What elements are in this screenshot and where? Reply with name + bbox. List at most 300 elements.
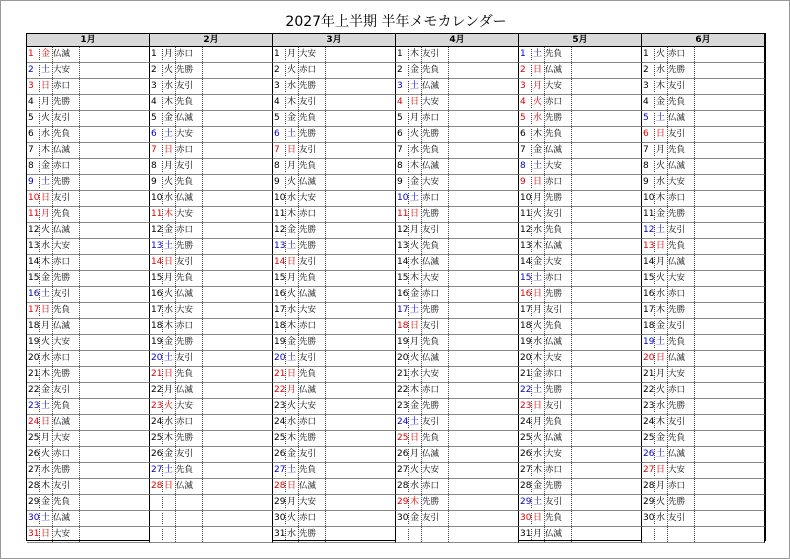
rokuyo: 大安 [545, 257, 563, 267]
day-row[interactable] [150, 383, 273, 399]
cell-divider [202, 63, 203, 78]
weekday: 土 [655, 113, 665, 123]
rokuyo: 大安 [422, 273, 440, 283]
day-row[interactable] [396, 303, 519, 319]
cell-divider [52, 527, 53, 542]
day-row[interactable] [27, 223, 150, 239]
cell-divider [694, 159, 695, 174]
day-row[interactable] [27, 335, 150, 351]
day-row[interactable] [642, 431, 765, 447]
rokuyo: 仏滅 [299, 289, 317, 299]
day-row[interactable] [150, 335, 273, 351]
cell-divider [571, 399, 572, 414]
day-number: 26 [397, 449, 409, 459]
day-row[interactable] [396, 159, 519, 175]
day-row[interactable] [150, 143, 273, 159]
day-row[interactable] [273, 255, 396, 271]
day-row[interactable] [642, 463, 765, 479]
day-row[interactable] [150, 415, 273, 431]
day-row[interactable] [273, 47, 396, 63]
day-row[interactable] [273, 319, 396, 335]
day-row[interactable] [519, 175, 642, 191]
weekday: 水 [409, 481, 419, 491]
day-row[interactable] [273, 63, 396, 79]
weekday: 水 [163, 81, 173, 91]
cell-divider [162, 129, 163, 140]
day-row[interactable] [519, 527, 642, 543]
cell-divider [448, 463, 449, 478]
cell-divider [202, 191, 203, 206]
day-row[interactable] [396, 79, 519, 95]
day-row[interactable] [150, 399, 273, 415]
cell-divider [421, 287, 422, 302]
day-row[interactable] [396, 127, 519, 143]
day-row[interactable] [27, 479, 150, 495]
day-row[interactable] [396, 383, 519, 399]
weekday: 金 [655, 209, 665, 219]
day-row[interactable] [27, 175, 150, 191]
day-row[interactable] [396, 415, 519, 431]
cell-divider [285, 145, 286, 156]
day-row[interactable] [642, 383, 765, 399]
day-row[interactable] [396, 479, 519, 495]
cell-divider [531, 433, 532, 444]
day-row[interactable] [642, 271, 765, 287]
cell-divider [408, 273, 409, 284]
day-row[interactable] [519, 143, 642, 159]
day-row[interactable] [396, 143, 519, 159]
day-row[interactable] [396, 447, 519, 463]
day-row[interactable] [27, 95, 150, 111]
day-row[interactable] [150, 223, 273, 239]
day-row[interactable] [273, 127, 396, 143]
rokuyo: 先勝 [668, 65, 686, 75]
day-row[interactable] [150, 479, 273, 495]
day-row[interactable] [27, 303, 150, 319]
day-row[interactable] [27, 111, 150, 127]
rokuyo: 赤口 [668, 193, 686, 203]
day-row[interactable] [273, 463, 396, 479]
day-row[interactable] [396, 351, 519, 367]
cell-divider [571, 495, 572, 510]
day-row[interactable] [150, 367, 273, 383]
day-number: 27 [151, 465, 163, 475]
day-row[interactable] [519, 319, 642, 335]
day-row[interactable] [642, 207, 765, 223]
day-row[interactable] [27, 63, 150, 79]
day-row[interactable] [27, 367, 150, 383]
day-row[interactable] [27, 399, 150, 415]
day-row[interactable] [519, 303, 642, 319]
day-row[interactable] [519, 255, 642, 271]
cell-divider [79, 303, 80, 318]
cell-divider [162, 225, 163, 236]
day-row[interactable] [150, 431, 273, 447]
day-row[interactable] [150, 63, 273, 79]
weekday: 日 [532, 401, 542, 411]
day-row[interactable] [150, 239, 273, 255]
weekday: 月 [40, 97, 50, 107]
day-row[interactable] [396, 175, 519, 191]
day-number: 22 [151, 385, 163, 395]
rokuyo: 先負 [422, 337, 440, 347]
day-row[interactable] [396, 367, 519, 383]
day-row[interactable] [642, 495, 765, 511]
cell-divider [448, 495, 449, 510]
day-row[interactable] [27, 495, 150, 511]
day-row[interactable] [27, 511, 150, 527]
day-row[interactable] [642, 335, 765, 351]
day-row[interactable] [27, 191, 150, 207]
day-row[interactable] [27, 127, 150, 143]
cell-divider [175, 319, 176, 334]
cell-divider [79, 527, 80, 542]
day-row[interactable] [396, 95, 519, 111]
day-row[interactable] [273, 351, 396, 367]
day-row[interactable] [519, 159, 642, 175]
day-number: 19 [28, 337, 40, 347]
rokuyo: 先勝 [422, 305, 440, 315]
day-row[interactable] [273, 79, 396, 95]
cell-divider [448, 479, 449, 494]
day-row[interactable] [396, 495, 519, 511]
day-row[interactable] [396, 239, 519, 255]
day-row[interactable] [396, 207, 519, 223]
day-row[interactable] [273, 479, 396, 495]
day-row[interactable] [273, 431, 396, 447]
weekday: 火 [655, 273, 665, 283]
day-number: 25 [151, 433, 163, 443]
day-row[interactable] [642, 63, 765, 79]
day-number: 26 [151, 449, 163, 459]
cell-divider [408, 177, 409, 188]
day-row[interactable] [27, 287, 150, 303]
day-number: 7 [274, 145, 280, 155]
day-row[interactable] [642, 159, 765, 175]
day-row[interactable] [273, 239, 396, 255]
day-row[interactable] [519, 399, 642, 415]
cell-divider [52, 271, 53, 286]
rokuyo: 仏滅 [299, 177, 317, 187]
cell-divider [202, 399, 203, 414]
weekday: 金 [163, 337, 173, 347]
day-row[interactable] [150, 95, 273, 111]
day-number: 14 [151, 257, 163, 267]
day-row[interactable] [273, 143, 396, 159]
day-row[interactable] [150, 255, 273, 271]
day-row[interactable] [150, 79, 273, 95]
day-row[interactable] [273, 399, 396, 415]
day-row[interactable] [273, 335, 396, 351]
day-row[interactable] [150, 159, 273, 175]
day-row[interactable] [642, 415, 765, 431]
day-row[interactable] [27, 383, 150, 399]
day-row[interactable] [273, 207, 396, 223]
cell-divider [162, 65, 163, 76]
day-row[interactable] [27, 159, 150, 175]
day-row[interactable] [519, 63, 642, 79]
day-row[interactable] [642, 399, 765, 415]
day-row[interactable] [642, 367, 765, 383]
day-row[interactable] [273, 383, 396, 399]
cell-divider [531, 49, 532, 60]
day-row[interactable] [396, 255, 519, 271]
day-row[interactable] [150, 351, 273, 367]
day-row[interactable] [642, 191, 765, 207]
day-row[interactable] [519, 367, 642, 383]
day-row[interactable] [519, 431, 642, 447]
day-row[interactable] [396, 335, 519, 351]
rokuyo: 仏滅 [53, 225, 71, 235]
rokuyo: 先負 [176, 273, 194, 283]
day-row[interactable] [642, 127, 765, 143]
cell-divider [531, 81, 532, 92]
weekday: 月 [655, 145, 665, 155]
cell-divider [544, 47, 545, 62]
cell-divider [39, 321, 40, 332]
cell-divider [298, 175, 299, 190]
day-row[interactable] [519, 463, 642, 479]
cell-divider [667, 111, 668, 126]
day-row[interactable] [27, 431, 150, 447]
day-row[interactable] [642, 303, 765, 319]
rokuyo: 仏滅 [545, 529, 563, 539]
day-row[interactable] [273, 175, 396, 191]
cell-divider [175, 239, 176, 254]
cell-divider [571, 479, 572, 494]
day-row[interactable] [519, 223, 642, 239]
day-row[interactable] [27, 207, 150, 223]
day-number: 3 [643, 81, 649, 91]
day-row[interactable] [519, 351, 642, 367]
cell-divider [52, 367, 53, 382]
day-row[interactable] [642, 287, 765, 303]
day-row[interactable] [273, 95, 396, 111]
day-row[interactable] [150, 303, 273, 319]
cell-divider [298, 239, 299, 254]
day-row[interactable] [396, 111, 519, 127]
rokuyo: 先負 [545, 225, 563, 235]
day-row[interactable] [273, 111, 396, 127]
day-row[interactable] [642, 447, 765, 463]
day-number: 5 [151, 113, 157, 123]
cell-divider [531, 337, 532, 348]
cell-divider [531, 209, 532, 220]
rokuyo: 赤口 [53, 81, 71, 91]
cell-divider [694, 111, 695, 126]
day-row[interactable] [519, 79, 642, 95]
cell-divider [408, 81, 409, 92]
rokuyo: 赤口 [545, 273, 563, 283]
cell-divider [667, 63, 668, 78]
day-row[interactable] [519, 479, 642, 495]
weekday: 土 [532, 385, 542, 395]
cell-divider [202, 351, 203, 366]
day-row[interactable] [27, 47, 150, 63]
day-number: 4 [643, 97, 649, 107]
day-row[interactable] [519, 287, 642, 303]
day-row[interactable] [519, 111, 642, 127]
cell-divider [325, 303, 326, 318]
rokuyo: 仏滅 [176, 113, 194, 123]
day-row[interactable] [27, 143, 150, 159]
day-row[interactable] [150, 191, 273, 207]
day-row[interactable] [519, 383, 642, 399]
day-number: 18 [397, 321, 409, 331]
rokuyo: 友引 [668, 81, 686, 91]
day-row[interactable] [27, 447, 150, 463]
day-row[interactable] [150, 447, 273, 463]
day-row[interactable] [150, 319, 273, 335]
day-row[interactable] [150, 207, 273, 223]
weekday: 火 [286, 289, 296, 299]
rokuyo: 赤口 [53, 257, 71, 267]
day-row[interactable] [27, 415, 150, 431]
day-row[interactable] [519, 495, 642, 511]
day-row[interactable] [396, 63, 519, 79]
cell-divider [162, 497, 163, 508]
cell-divider [52, 463, 53, 478]
day-row[interactable] [642, 175, 765, 191]
cell-divider [202, 431, 203, 446]
day-row[interactable] [396, 511, 519, 527]
day-row[interactable] [519, 271, 642, 287]
day-row[interactable] [519, 47, 642, 63]
day-row[interactable] [519, 447, 642, 463]
day-row[interactable] [273, 415, 396, 431]
weekday: 日 [409, 321, 419, 331]
day-number: 6 [520, 129, 526, 139]
day-row[interactable] [27, 271, 150, 287]
day-row[interactable] [27, 527, 150, 543]
day-row[interactable] [642, 95, 765, 111]
day-row[interactable] [150, 287, 273, 303]
day-row[interactable] [150, 127, 273, 143]
day-row[interactable] [273, 223, 396, 239]
weekday: 金 [286, 225, 296, 235]
day-row[interactable] [642, 319, 765, 335]
day-number: 12 [397, 225, 409, 235]
day-row[interactable] [642, 239, 765, 255]
cell-divider [202, 271, 203, 286]
day-row[interactable] [396, 191, 519, 207]
day-row[interactable] [273, 191, 396, 207]
day-row[interactable] [519, 95, 642, 111]
day-row[interactable] [150, 111, 273, 127]
cell-divider [531, 257, 532, 268]
day-number: 31 [274, 529, 286, 539]
cell-divider [175, 127, 176, 142]
day-number: 14 [397, 257, 409, 267]
day-row[interactable] [150, 175, 273, 191]
cell-divider [667, 95, 668, 110]
weekday: 金 [409, 401, 419, 411]
day-row[interactable] [396, 287, 519, 303]
day-row[interactable] [273, 159, 396, 175]
rokuyo: 仏滅 [545, 145, 563, 155]
day-row[interactable] [642, 111, 765, 127]
cell-divider [285, 241, 286, 252]
day-row[interactable] [519, 335, 642, 351]
cell-divider [667, 319, 668, 334]
day-row[interactable] [642, 79, 765, 95]
weekday: 水 [532, 225, 542, 235]
day-number: 2 [28, 65, 34, 75]
cell-divider [667, 431, 668, 446]
day-row[interactable] [27, 239, 150, 255]
cell-divider [325, 255, 326, 270]
month-header: 5月 [519, 34, 642, 47]
rokuyo: 先勝 [545, 113, 563, 123]
day-row[interactable] [519, 415, 642, 431]
day-row[interactable] [396, 223, 519, 239]
day-row[interactable] [519, 191, 642, 207]
day-row[interactable] [396, 47, 519, 63]
day-row[interactable] [642, 351, 765, 367]
day-row[interactable] [396, 431, 519, 447]
cell-divider [52, 351, 53, 366]
rokuyo: 大安 [299, 49, 317, 59]
cell-divider [694, 511, 695, 526]
day-row[interactable] [150, 463, 273, 479]
day-number: 17 [28, 305, 40, 315]
day-number: 3 [520, 81, 526, 91]
day-row[interactable] [642, 223, 765, 239]
day-number: 27 [28, 465, 40, 475]
day-row[interactable] [396, 271, 519, 287]
day-row[interactable] [273, 447, 396, 463]
cell-divider [325, 431, 326, 446]
day-row[interactable] [519, 239, 642, 255]
day-row[interactable] [27, 79, 150, 95]
day-row[interactable] [273, 303, 396, 319]
day-row[interactable] [273, 367, 396, 383]
cell-divider [408, 305, 409, 316]
day-row[interactable] [642, 255, 765, 271]
day-row[interactable] [396, 463, 519, 479]
day-row[interactable] [150, 47, 273, 63]
rokuyo: 先勝 [422, 401, 440, 411]
day-row[interactable] [273, 511, 396, 527]
day-row[interactable] [273, 495, 396, 511]
day-row[interactable] [27, 319, 150, 335]
day-row[interactable] [273, 271, 396, 287]
day-row[interactable] [273, 287, 396, 303]
weekday: 土 [532, 161, 542, 171]
day-row[interactable] [27, 255, 150, 271]
day-row[interactable] [642, 143, 765, 159]
day-row[interactable] [642, 511, 765, 527]
day-row[interactable] [519, 127, 642, 143]
day-row[interactable] [396, 399, 519, 415]
day-number: 3 [397, 81, 403, 91]
day-row[interactable] [519, 207, 642, 223]
day-row[interactable] [396, 319, 519, 335]
day-number: 7 [520, 145, 526, 155]
day-row[interactable] [642, 479, 765, 495]
day-row[interactable] [150, 271, 273, 287]
cell-divider [39, 145, 40, 156]
day-row[interactable] [27, 463, 150, 479]
cell-divider [202, 79, 203, 94]
day-row[interactable] [642, 47, 765, 63]
day-number: 1 [643, 49, 649, 59]
day-row[interactable] [519, 511, 642, 527]
rokuyo: 赤口 [545, 97, 563, 107]
day-row[interactable] [27, 351, 150, 367]
day-row[interactable] [273, 527, 396, 543]
cell-divider [202, 415, 203, 430]
